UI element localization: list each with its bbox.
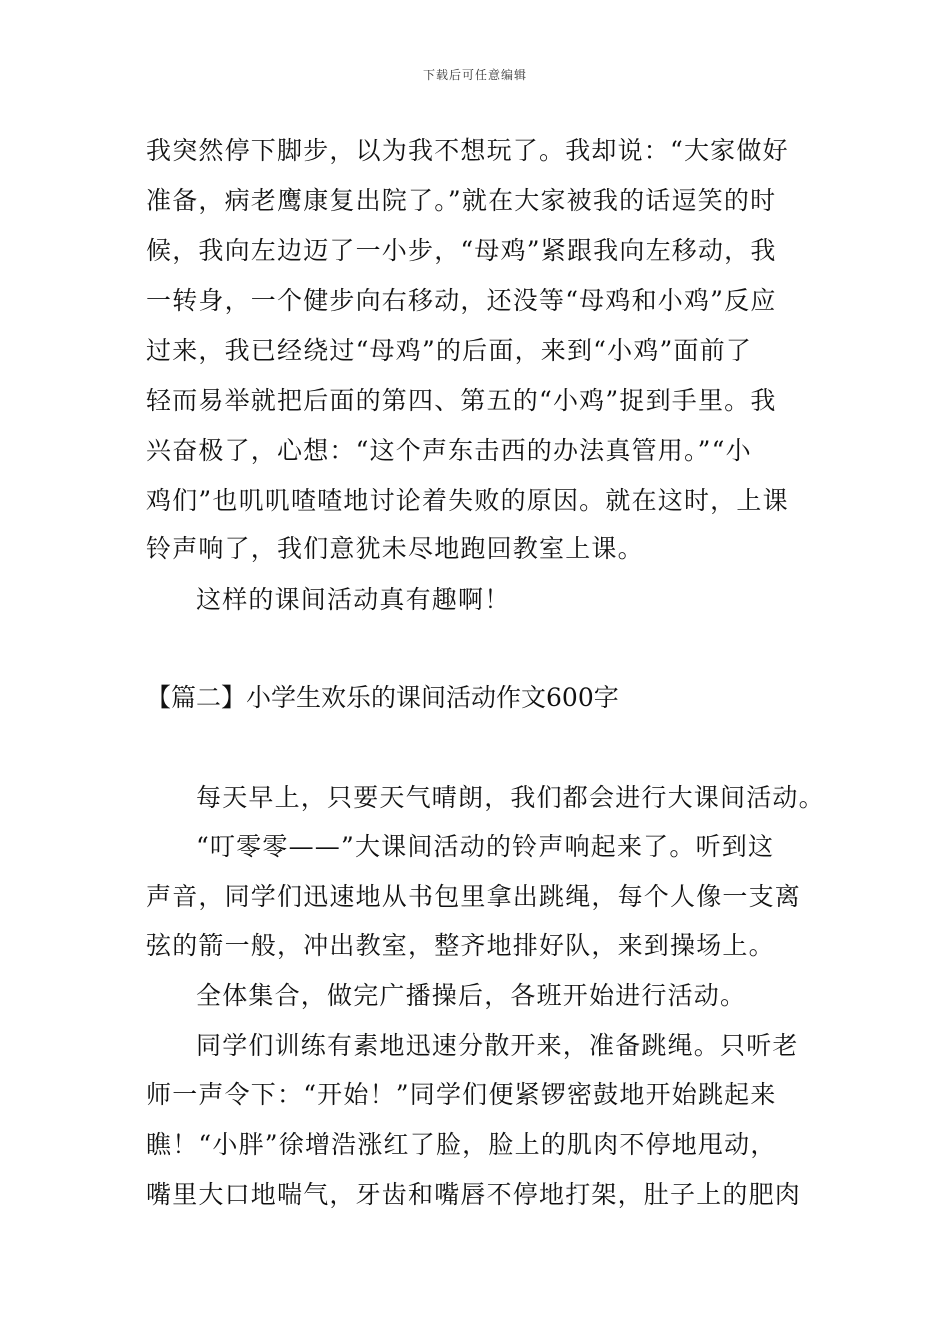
paragraph-line: 全体集合，做完广播操后，各班开始进行活动。 xyxy=(196,981,747,1010)
paragraph-line: 我突然停下脚步，以为我不想玩了。我却说：“大家做好 xyxy=(146,136,789,165)
paragraph-line: 声音，同学们迅速地从书包里拿出跳绳，每个人像一支离 xyxy=(146,882,802,911)
section-title: 【篇二】小学生欢乐的课间活动作文600字 xyxy=(146,683,619,712)
paragraph-line: 铃声响了，我们意犹未尽地跑回教室上课。 xyxy=(146,534,644,563)
paragraph-line: 准备，病老鹰康复出院了。”就在大家被我的话逗笑的时 xyxy=(146,186,777,215)
paragraph-line: 轻而易举就把后面的第四、第五的“小鸡”捉到手里。我 xyxy=(146,386,777,415)
paragraph-line: 兴奋极了，心想：“这个声东击西的办法真管用。”“小 xyxy=(146,436,752,465)
paragraph-line: 师一声令下：“开始！”同学们便紧锣密鼓地开始跳起来 xyxy=(146,1080,777,1109)
paragraph-line: 每天早上，只要天气晴朗，我们都会进行大课间活动。 xyxy=(196,783,825,812)
paragraph-line: 嘴里大口地喘气，牙齿和嘴唇不停地打架，肚子上的肥肉 xyxy=(146,1180,802,1209)
header-note: 下载后可任意编辑 xyxy=(422,68,527,82)
paragraph-line: “叮零零——”大课间活动的铃声响起来了。听到这 xyxy=(196,832,775,861)
paragraph-line: 瞧！“小胖”徐增浩涨红了脸，脸上的肌肉不停地甩动， xyxy=(146,1130,777,1159)
paragraph-line: 鸡们”也叽叽喳喳地讨论着失败的原因。就在这时，上课 xyxy=(146,486,789,515)
paragraph-line: 同学们训练有素地迅速分散开来，准备跳绳。只听老 xyxy=(196,1031,799,1060)
paragraph-line: 一转身，一个健步向右移动，还没等“母鸡和小鸡”反应 xyxy=(146,286,777,315)
paragraph-line: 过来，我已经绕过“母鸡”的后面，来到“小鸡”面前了 xyxy=(146,336,753,365)
paragraph-line: 这样的课间活动真有趣啊！ xyxy=(196,585,511,614)
paragraph-line: 弦的箭一般，冲出教室，整齐地排好队，来到操场上。 xyxy=(146,931,775,960)
paragraph-line: 候，我向左边迈了一小步，“母鸡”紧跟我向左移动，我 xyxy=(146,236,777,265)
